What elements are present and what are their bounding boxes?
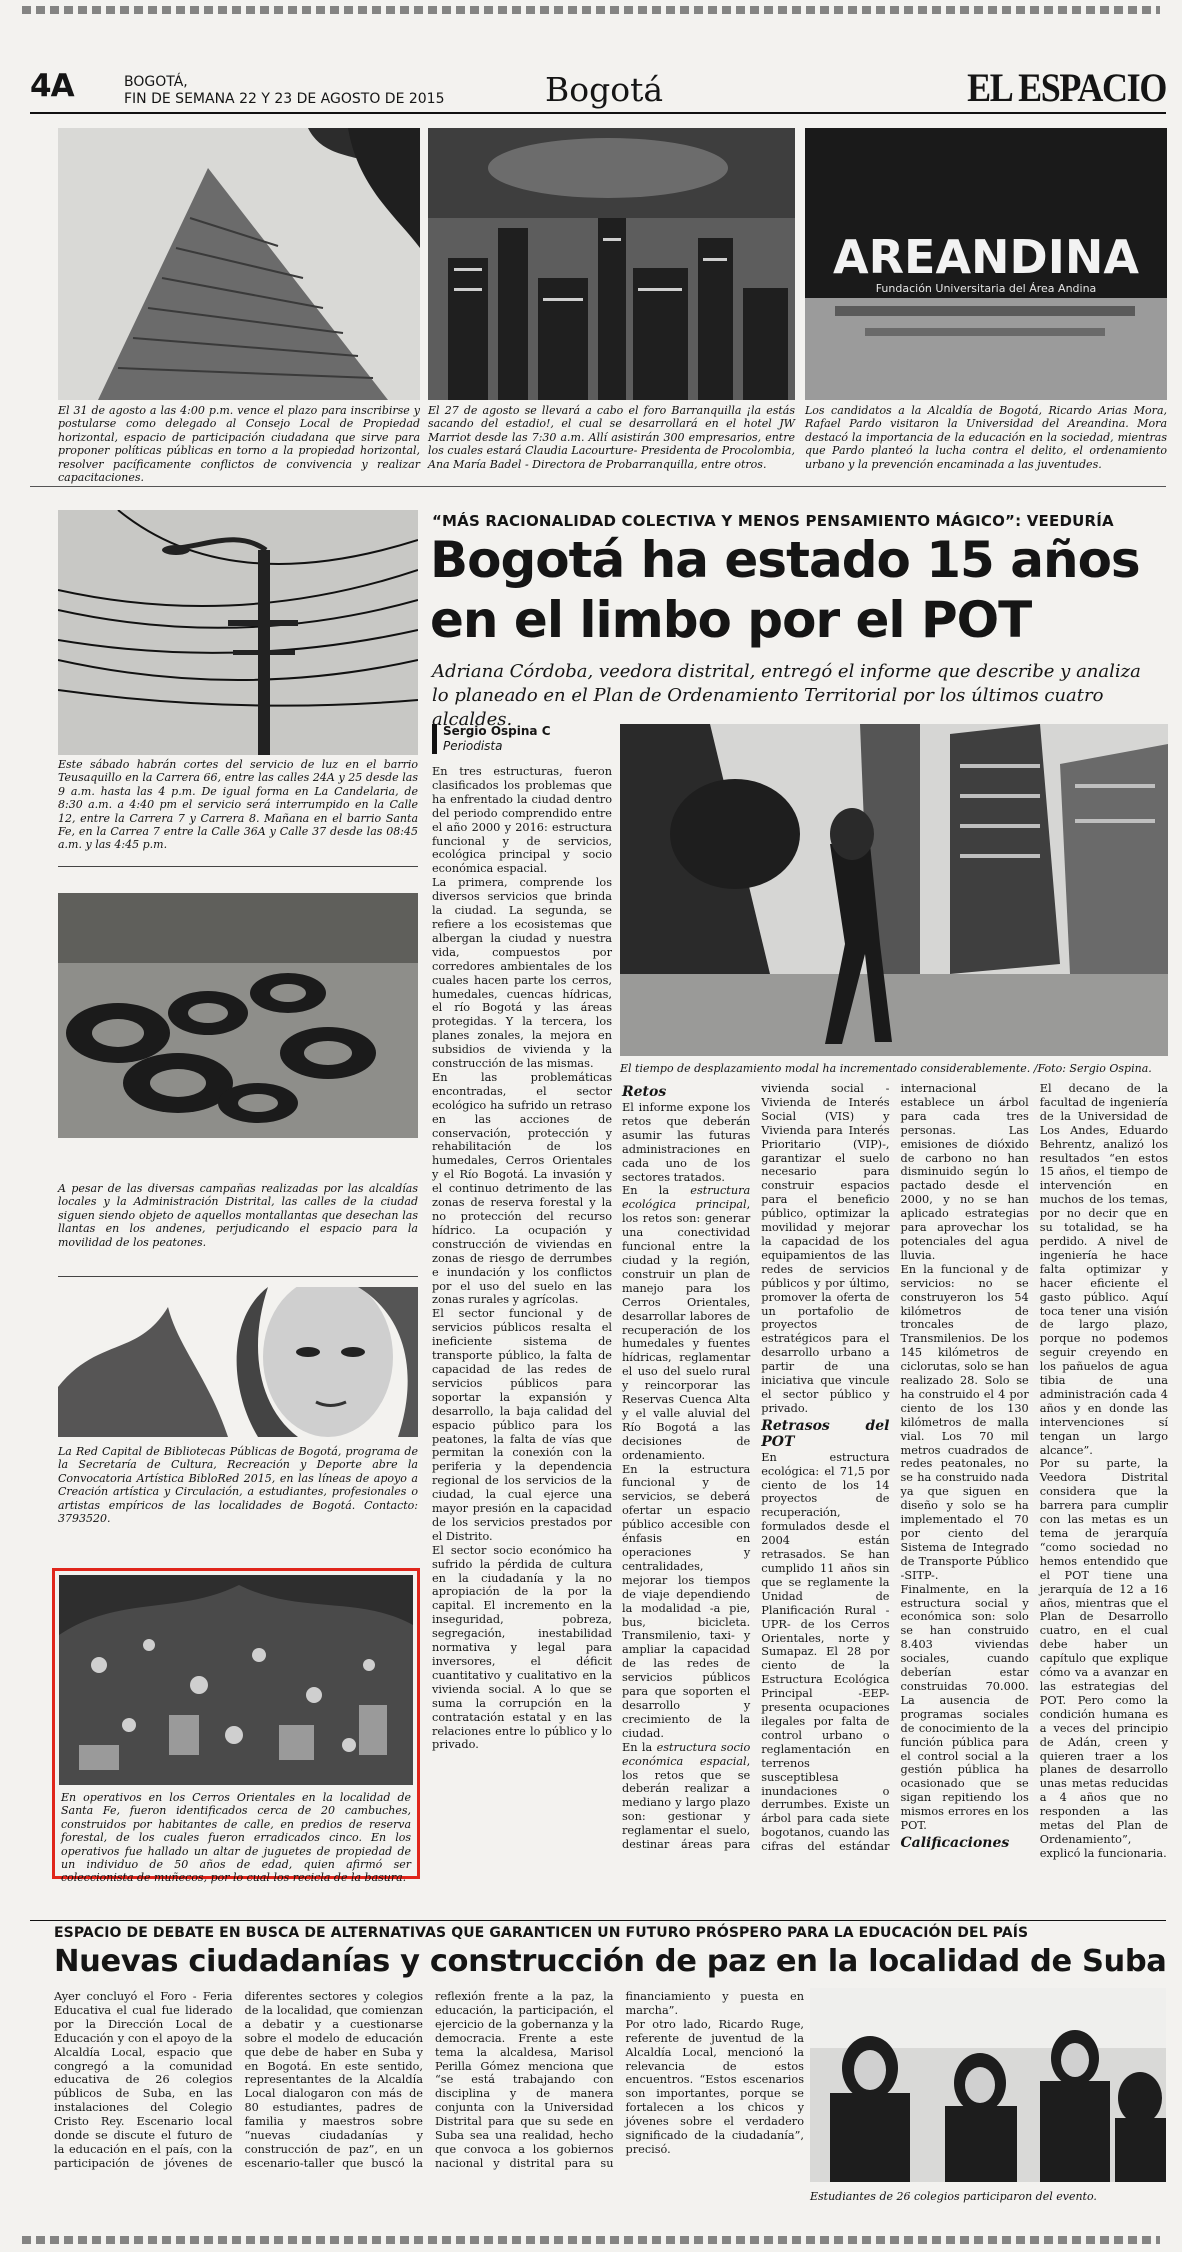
photo-pedestrian [620,724,1168,1056]
photo-caption: El 31 de agosto a las 4:00 p.m. vence el plazo para inscribirse y postularse como delegado al Consejo Local de Propiedad horizontal, espacio de participación ciudadana que sirve para proponer políticas públicas en torno a la propiedad horizontal, resolver pacíficamente conflictos de convivencia y realizar capacitaciones. [58,404,420,485]
text-run: , los retos son: generar una conectividad funcional entre la ciudad y la región, construir un plan de manejo para los Cerros Orientales, desarrollar labores de recuperación de los humedales y fuentes hídricas, reglamentar el uso del suelo rural y reincorporar las Reservas Cuenca Alta y el valle aluvial del Río Bogotá a las decisiones de ordenamiento. [622,1198,751,1462]
photo-caption: Este sábado habrán cortes del servicio de luz en el barrio Teusaquillo en la Carrera 66, entre las calles 24A y 25 desde las 9 a.m. hasta las 4 p.m. De igual forma en La Candelaria, de 8:30 a.m. a 4:40 pm el servicio será interrumpido en la Calle 12, entre la Carrera 7 y Carrera 8. Mañana en el barrio Santa Fe, en la Carrea 7 entre la Calle 36A y Calle 37 desde las 08:45 a.m. y las 4:45 p.m. [58,758,418,852]
paragraph-group [1040,1082,1168,1861]
paragraph: La primera, comprende los diversos servicios que brinda la ciudad. La segunda, se refiere a los ecosistemas que albergan la ciudad y nuestra vida, compuestos por corredores ambientales de los cuales hacen parte los cerros, humedales, cuencas hídricas, el río Bogotá y las áreas protegidas. Y la tercera, los planes zonales, la mejora en subsidios de vivienda y la construcción de las mismas. [432,876,612,1071]
paragraph: El sector funcional y de servicios públicos resalta el ineficiente sistema de transporte público, la falta de capacidad de las redes de servicios públicos para soportar la expansión y desarrollo, la baja calidad del espacio público para los peatones, la falta de vías que permitan la conexión con la periferia y la dependencia regional de los servicios de la ciudad, la cual ejerce una mayor presión en la capacidad de los servicios prestados por el Distrito. [432,1307,612,1543]
page-bottom-edge [22,2236,1160,2244]
dateline-city: BOGOTÁ, [124,74,188,90]
dateline-date: FIN DE SEMANA 22 Y 23 DE AGOSTO DE 2015 [124,91,445,107]
paragraph: El decano de la facultad de ingeniería de la Universidad de Los Andes, Eduardo Behrentz, analizó los resultados “en estos 15 años, el tiempo de intervención en muchos de los temas, por no decir que en su totalidad, se ha perdido. A nivel de ingeniería he hace falta optimizar y hacer eficiente el gasto público. Aquí toca tener una visión de largo plazo, porque no podemos seguir creyendo en los pañuelos de agua tibia de una administración cada 4 años y en donde las intervenciones sí tengan un largo alcance”. [1039,1082,1168,1457]
main-story-headline: Bogotá ha estado 15 años en el limbo por el POT [430,531,1140,649]
text-run: , los retos que se deberán realizar a mediano y largo plazo son: gestionar y reglamentar el suelo, destinar áreas para vivienda social -Vivienda de Interés Social (VIS) y Vivienda para Interés Prioritario (VIP)-, garantizar el suelo necesario para construir espacios para el beneficio público, optimizar la movilidad y mejorar la capacidad de los equipamientos de las redes de servicios públicos y por último, promover la oferta de un portafolio de proyectos estratégicos para el desarrollo urbano a partir de una iniciativa que vincule el sector público y privado. [622,1082,890,1852]
paragraph [622,1101,750,1184]
text-run: El informe expone los retos que deberán asumir las futuras administraciones en cada uno de los sectores tratados. [622,1101,751,1184]
text-run: En la [622,1184,691,1198]
photo-discarded-tires [58,893,418,1138]
page-number: 4A [30,68,74,104]
paragraph: Finalmente, en la estructura social y económica son: solo se han construido 8.403 viviendas sociales, cuando deberían estar construidas 70.000. La ausencia de programas sociales de conocimiento de la función pública para el control social a la gestión pública ha ocasionado que se sigan repitiendo los mismos errores en los POT. [900,1582,1029,1833]
bottom-story-columns [54,1990,804,2216]
paragraph: Por su parte, la Veedora Distrital considera que la barrera para cumplir con las metas es un tema de jerarquía “como sociedad no hemos entendido que el POT tiene una jerarquía de 12 a 16 años, mientras que el Plan de Desarrollo cuatro, en el cual debe haber un capítulo que explique cómo va a avanzar en las estrategias del POT. Pero como la condición humana es a veces del principio de Adán, creen y quieren traer a los planes de desarrollo unas metas reducidas a 4 años que no responden a las metas del Plan de Ordenamiento”, explicó la funcionaria. [1039,1457,1168,1860]
bottom-story-kicker: ESPACIO DE DEBATE EN BUSCA DE ALTERNATIVAS QUE GARANTICEN UN FUTURO PRÓSPERO PARA LA EDUCACIÓN DEL PAÍS [54,1925,1029,1941]
photo-caption: Los candidatos a la Alcaldía de Bogotá, Ricardo Arias Mora, Rafael Pardo visitaron la Universidad del Areandina. Mora destacó la importancia de la educación en la sociedad, mientras que Pardo planteó la lucha contra el delito, el ordenamiento urbano y la prevención encaminada a las juventudes. [805,404,1167,471]
paragraph: En estructura ecológica: el 71,5 por ciento de los 14 proyectos de recuperación, formulados desde el 2004 están retrasados. Se han cumplido 11 años sin que se reglamente la Unidad de Planificación Rural -UPR- de los Cerros Orientales, norte y Sumapaz. El 28 por ciento de la Estructura Ecológica Principal -EEP- presenta ocupaciones ilegales por falta de control urbano o reglamentación en terrenos susceptiblesa inundaciones o derrumbes. Existe un árbol para cada siete bogotanos, cuando las cifras del estándar internacional establece un árbol para cada tres personas. Las emisiones de dióxido de carbono no han disminuido según lo pactado desde el 2000, y no se han aplicado estrategias para aprovechar los potenciales del agua lluvia. [761,1082,1029,1854]
section-name: Bogotá [545,70,664,109]
photo-caption: El tiempo de desplazamiento modal ha incrementado considerablemente. /Foto: Sergio Ospina. [620,1062,1152,1075]
photo-glass-tower [58,128,420,400]
text-run: En la [622,1740,657,1754]
paragraph-group [432,765,612,1752]
dateline [124,74,445,108]
paragraph [622,1184,750,1462]
paragraph: Por otro lado, Ricardo Ruge, referente de juventud de la Alcaldía Local, mencionó la relevancia de estos encuentros. “Estos escenarios son importantes, porque se fortalecen a los chicos y jóvenes sobre el verdadero significado de la ciudadanía”, precisó. [625,2017,804,2156]
bottom-story-headline: Nuevas ciudadanías y construcción de paz en la localidad de Suba [54,1944,1167,1979]
paragraph-group [54,1990,804,2171]
column-separator [58,866,418,867]
photo-power-pole [58,510,418,755]
photo-caption: A pesar de las diversas campañas realizadas por las alcaldías locales y la Administración Distrital, las calles de la ciudad siguen siendo objeto de aquellos montallantas que desechan las llantas en los andenes, perjudicando el espacio para la movilidad de los peatones. [58,1182,418,1249]
photo-areandina-sign [805,128,1167,400]
highlighted-brief [52,1568,420,1885]
subhead-retos: Retos [622,1084,667,1100]
emphasis-text: estructura ecológica principal [622,1184,751,1212]
page-top-edge [22,6,1160,14]
photo-caption: La Red Capital de Bibliotecas Públicas de Bogotá, programa de la Secretaría de Cultura, Recreación y Deporte abre la Convocatoria Artística BibloRed 2015, en las líneas de apoyo a Creación artística y Circulación, a estudiantes, profesionales o artistas empíricos de las localidades de Bogotá. Contacto: 3793520. [58,1445,418,1526]
photo-caption: Estudiantes de 26 colegios participaron del evento. [810,2190,1097,2203]
subhead-retrasos: Retrasos del POT [761,1417,890,1450]
photo-caption: El 27 de agosto se llevará a cabo el foro Barranquilla ¡la estás sacando del estadio!, el cual se desarrollará en el hotel JW Marriot desde las 7:30 a.m. Allí asistirán 300 empresarios, entre los cuales estará Claudia Lacourture- Presidenta de Procolombia, Ana María Badel - Directora de Probarranquilla, entre otros. [428,404,795,471]
areandina-sign-subline: Fundación Universitaria del Área Andina [875,282,1097,295]
photo-toy-altar [59,1575,413,1785]
main-story-deck: Adriana Córdoba, veedora distrital, entregó el informe que describe y analiza lo planeado en el Plan de Ordenamiento Territorial por los últimos cuatro alcaldes. [432,661,1141,730]
photo-city-skyline [428,128,795,400]
paragraph: En la funcional y de servicios: no se construyeron los 54 kilómetros de troncales de Transmilenios. De los 145 kilómetros de ciclorutas, solo se han realizado 28. Solo se ha construido el 4 por ciento de los 130 kilómetros de malla vial. Los 70 mil metros cuadrados de redes peatonales, no se ha construido nada ya que siguen en diseño y solo se ha implementado el 70 por ciento del Sistema de Integrado de Transporte Público -SITP-. [900,1262,1029,1582]
photo-students [810,1988,1166,2182]
main-story-kicker: “MÁS RACIONALIDAD COLECTIVA Y MENOS PENSAMIENTO MÁGICO”: VEEDURÍA [432,512,1114,530]
main-story-column-1 [432,765,612,1752]
column-separator [58,1276,418,1277]
emphasis-text: estructura socio económica espacial [622,1740,751,1768]
paragraph: Ayer concluyó el Foro - Feria Educativa el cual fue liderado por la Dirección Local de Educación y con el apoyo de la Alcaldía Local, espacio que congregó a la comunidad educativa de 26 colegios públicos de Suba, en las instalaciones del Colegio Cristo Rey. Escenario local donde se discute el futuro de la educación en el país, con la participación de jóvenes de diferentes sectores y colegios de la localidad, que comienzan a debatir y a cuestionarse sobre el modelo de educación que debe de haber en Suba y en Bogotá. En este sentido, representantes de la Alcaldía Local dialogaron con más de 80 estudiantes, padres de familia y maestros sobre “nuevas ciudadanías y construcción de paz”, en un escenario-taller que buscó la reflexión frente a la paz, la educación, la participación, el ejercicio de la gobernanza y la democracia. Frente a este tema la alcaldesa, Marisol Perilla Gómez menciona que “se está trabajando con disciplina y de manera conjunta con la Universidad Distrital para que su sede en Suba sea una realidad, hecho que convoca a los gobiernos nacional y distrital para su financiamiento y puesta en marcha”. [54,1990,804,2170]
paragraph: El sector socio económico ha sufrido la pérdida de cultura en la ciudadanía y la no apropiación de la por la capital. El incremento en la inseguridad, pobreza, segregación, inestabilidad normativa y legal para inversores, el déficit cuantitativo y cualitativo en la vivienda social. A lo que se suma la corrupción en la contratación estatal y en las relaciones entre lo público y lo privado. [432,1543,612,1752]
text-run: En la estructura funcional y de servicios, se deberá ofertar un espacio público accesible con énfasis en operaciones y centralidades, mejorar los tiempos de viaje dependiendo la modalidad -a pie, bus, bicicleta. Transmilenio, taxi- y ampliar la capacidad de las redes de servicios públicos para que soporten el desarrollo y crecimiento de la ciudad. [622,1462,751,1740]
newspaper-logo: EL ESPACIO [967,65,1166,110]
section-rule [30,1920,1166,1921]
byline [432,724,613,754]
row-rule [30,486,1166,487]
paragraph: En tres estructuras, fueron clasificados los problemas que ha enfrentado la ciudad dentro del periodo comprendido entre el año 2000 y 2016: estructura funcional y de servicios, ecológica principal y socio económica espacial. [432,765,612,876]
illustration-woman-face [58,1287,418,1437]
byline-author: Sergio Ospina C [443,724,551,738]
byline-role: Periodista [443,739,503,753]
subhead-calificaciones: Calificaciones [900,1834,1010,1851]
main-story-columns [622,1082,1168,1912]
paragraph: En las problemáticas encontradas, el sector ecológico ha sufrido un retraso en las acciones de conservación, protección y rehabilitación de los humedales, Cerros Orientales y el Río Bogotá. La invasión y el continuo detrimento de las zonas de reserva forestal y la no protección del recurso hídrico. La ocupación y construcción de viviendas en zonas de riesgo de derrumbes e inundación y los conflictos por el uso del suelo en las zonas rurales y agrícolas. [432,1070,612,1307]
photo-caption: En operativos en los Cerros Orientales en la localidad de Santa Fe, fueron identificados cerca de 20 cambuches, construidos por habitantes de calle, en predios de reserva forestal, de los cuales fueron erradicados cinco. En los operativos fue hallado un altar de juguetes de propiedad de un individuo de 50 años de edad, quien afirmó ser coleccionista de muñecos, por lo cual los recicla de la basura. [61,1791,411,1885]
masthead-rule [30,112,1166,114]
paragraph [622,1463,750,1741]
areandina-sign-text: AREANDINA [833,230,1139,284]
